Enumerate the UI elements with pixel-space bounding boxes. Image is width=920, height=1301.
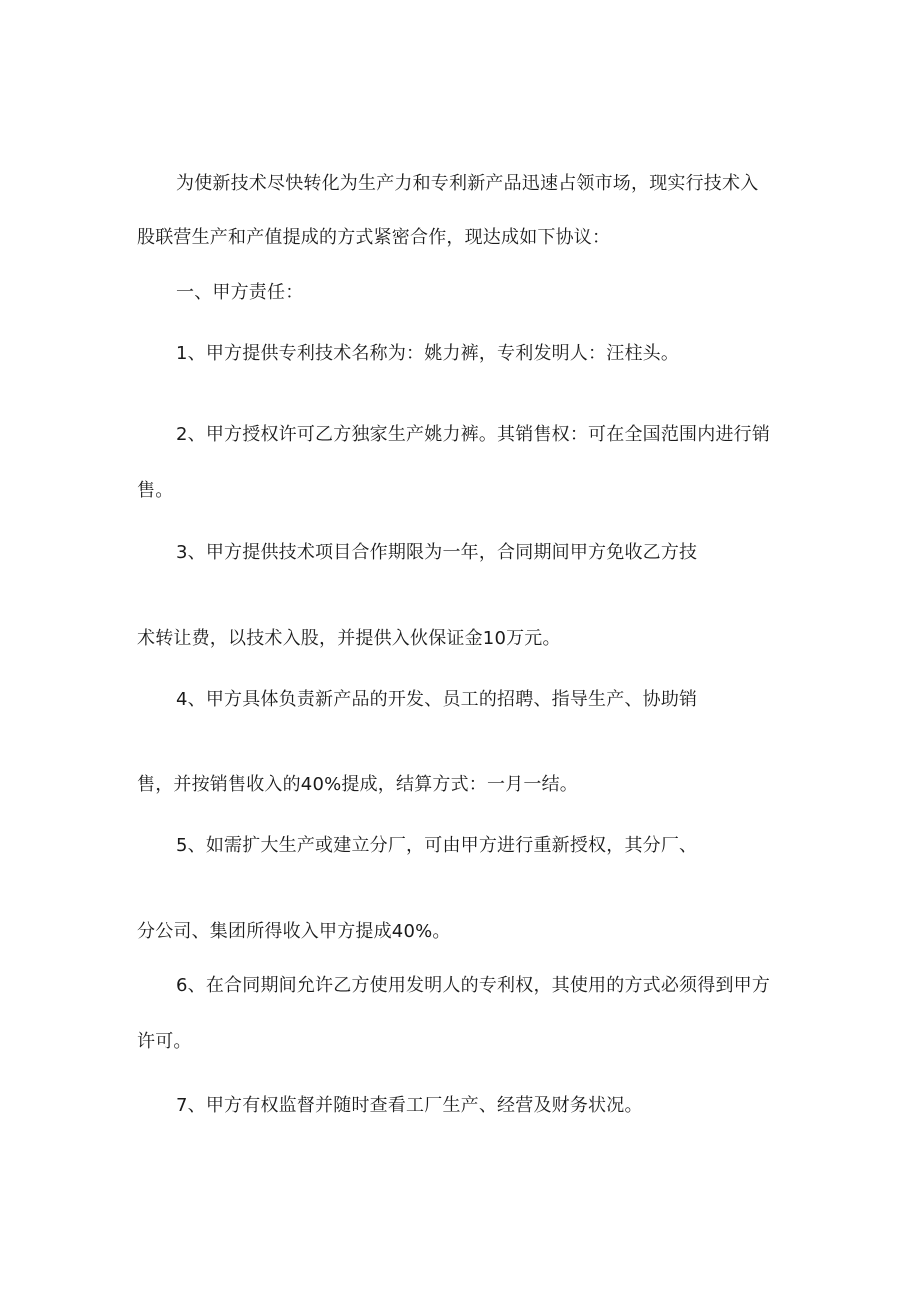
item-4-line-2: 售，并按销售收入的40%提成，结算方式：一月一结。 xyxy=(137,774,579,795)
intro-line-2: 股联营生产和产值提成的方式紧密合作，现达成如下协议： xyxy=(137,227,611,248)
item-6-line-2: 许可。 xyxy=(137,1031,192,1052)
item-4-line-1: 4、甲方具体负责新产品的开发、员工的招聘、指导生产、协助销 xyxy=(176,689,698,710)
item-3-line-1: 3、甲方提供技术项目合作期限为一年，合同期间甲方免收乙方技 xyxy=(176,542,698,563)
intro-line-1: 为使新技术尽快转化为生产力和专利新产品迅速占领市场，现实行技术入 xyxy=(176,173,759,194)
item-2-line-2: 售。 xyxy=(137,480,174,501)
item-1-line-1: 1、甲方提供专利技术名称为：姚力裤，专利发明人：汪柱头。 xyxy=(176,343,680,364)
section-heading: 一、甲方责任： xyxy=(176,282,304,303)
item-5-line-2: 分公司、集团所得收入甲方提成40%。 xyxy=(137,921,451,942)
item-7-line-1: 7、甲方有权监督并随时查看工厂生产、经营及财务状况。 xyxy=(176,1095,643,1116)
item-3-line-2: 术转让费，以技术入股，并提供入伙保证金10万元。 xyxy=(137,628,561,649)
item-6-line-1: 6、在合同期间允许乙方使用发明人的专利权，其使用的方式必须得到甲方 xyxy=(176,975,771,996)
item-2-line-1: 2、甲方授权许可乙方独家生产姚力裤。其销售权：可在全国范围内进行销 xyxy=(176,424,771,445)
item-5-line-1: 5、如需扩大生产或建立分厂，可由甲方进行重新授权，其分厂、 xyxy=(176,835,698,856)
